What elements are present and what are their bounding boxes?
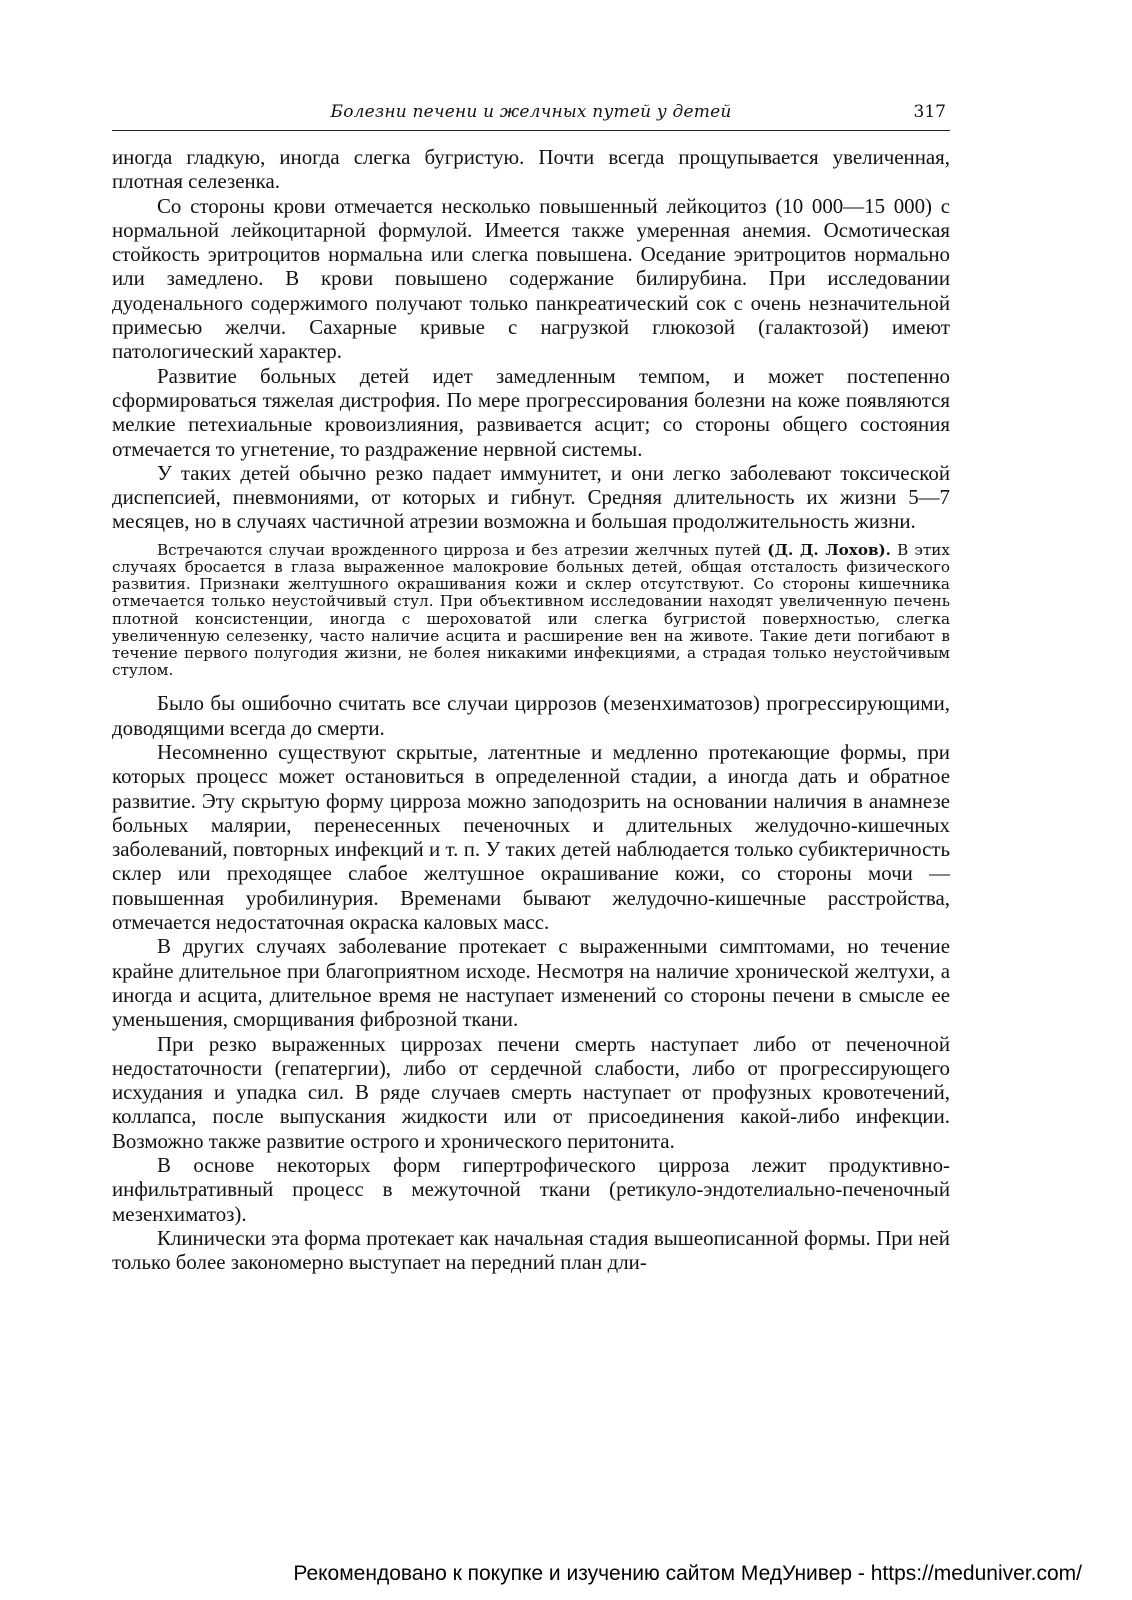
paragraph: В других случаях заболевание протекает с выраженными симптомами, но течение крайне длительное при благоприятном исходе. Несмотря на наличие хронической желтухи, а иногда и асцита, длительное время не наступает изменений со стороны печени в смысле ее уменьшения, сморщивания фиброзной ткани. [112,934,950,1032]
running-header [112,96,950,131]
page-number: 317 [913,102,946,122]
paragraph: иногда гладкую, иногда слегка бугристую. Почти всегда прощупывается увеличенная, плотная селезенка. [112,145,950,194]
running-title: Болезни печени и желчных путей у детей [330,102,732,122]
paragraph: Клинически эта форма протекает как начальная стадия вышеописанной формы. При ней только более закономерно выступает на передний план дли- [112,1225,950,1275]
footer-recommendation: Рекомендовано к покупке и изучению сайтом МедУнивер - https://meduniver.com/ [293,1562,1082,1585]
paragraph: У таких детей обычно резко падает иммунитет, и они легко заболевают токсической диспепсией, пневмониями, от которых и гибнут. Средняя длительность их жизни 5—7 месяцев, но в случаях частичной атрезии возможна и большая продолжительность жизни. [112,460,950,534]
small-print-text: Встречаются случаи врожденного цирроза и без атрезии желчных путей [157,540,768,559]
author-reference: (Д. Д. Лохов). [767,540,891,559]
paragraph: Развитие больных детей идет замедленным темпом, и может постепенно сформироваться тяжелая дистрофия. По мере прогрессирования болезни на коже появляются мелкие петехиальные кровоизлияния, развивается асцит; со стороны общего состояния отмечается то угнетение, то раздражение нервной системы. [112,363,950,461]
paragraph: В основе некоторых форм гипертрофического цирроза лежит продуктивно-инфильтративный процесс в межуточной ткани (ретикуло-эндотелиально-печеночный мезенхиматоз). [112,1153,950,1226]
paragraph: Со стороны крови отмечается несколько повышенный лейкоцитоз (10 000—15 000) с нормальной лейкоцитарной формулой. Имеется также умеренная анемия. Осмотическая стойкость эритроцитов нормальна или слегка повышена. Оседание эритроцитов нормально или замедлено. В крови повышено содержание билирубина. При исследовании дуоденального содержимого получают только панкреатический сок с очень незначительной примесью желчи. Сахарные кривые с нагрузкой глюкозой (галактозой) имеют патологический характер. [112,193,950,364]
small-print-note [112,542,950,680]
paragraph: Было бы ошибочно считать все случаи циррозов (мезенхиматозов) прогрессирующими, доводящими всегда до смерти. [112,691,950,740]
paragraph: Несомненно существуют скрытые, латентные и медленно протекающие формы, при которых процесс может остановиться в определенной стадии, а иногда дать и обратное развитие. Эту скрытую форму цирроза можно заподозрить на основании наличия в анамнезе больных малярии, перенесенных печеночных и длительных желудочно-кишечных заболеваний, повторных инфекций и т. п. У таких детей наблюдается только субиктеричность склер или преходящее слабое желтушное окрашивание кожи, со стороны мочи — повышенная уробилинурия. Временами бывают желудочно-кишечные расстройства, отмечается недостаточная окраска каловых масс. [112,739,950,935]
paragraph: При резко выраженных циррозах печени смерть наступает либо от печеночной недостаточности (гепатергии), либо от сердечной слабости, либо от прогрессирующего исхудания и упадка сил. В ряде случаев смерть наступает от профузных кровотечений, коллапса, после выпускания жидкости или от присоединения какой-либо инфекции. Возможно также развитие острого и хронического перитонита. [112,1031,950,1153]
body-text [112,145,950,1275]
small-print-text: В этих случаях бросается в глаза выраженное малокровие больных детей, общая отсталость физического развития. Признаки желтушного окрашивания кожи и склер отсутствуют. Со стороны кишечника отмечается только неустойчивый стул. При объективном исследовании находят увеличенную печень плотной консистенции, иногда с шероховатой или слегка бугристой поверхностью, слегка увеличенную селезенку, часто наличие асцита и расширение вен на животе. Такие дети погибают в течение первого полугодия жизни, не болея никакими инфекциями, а страдая только неустойчивым стулом. [112,540,950,680]
book-page [112,96,950,1275]
